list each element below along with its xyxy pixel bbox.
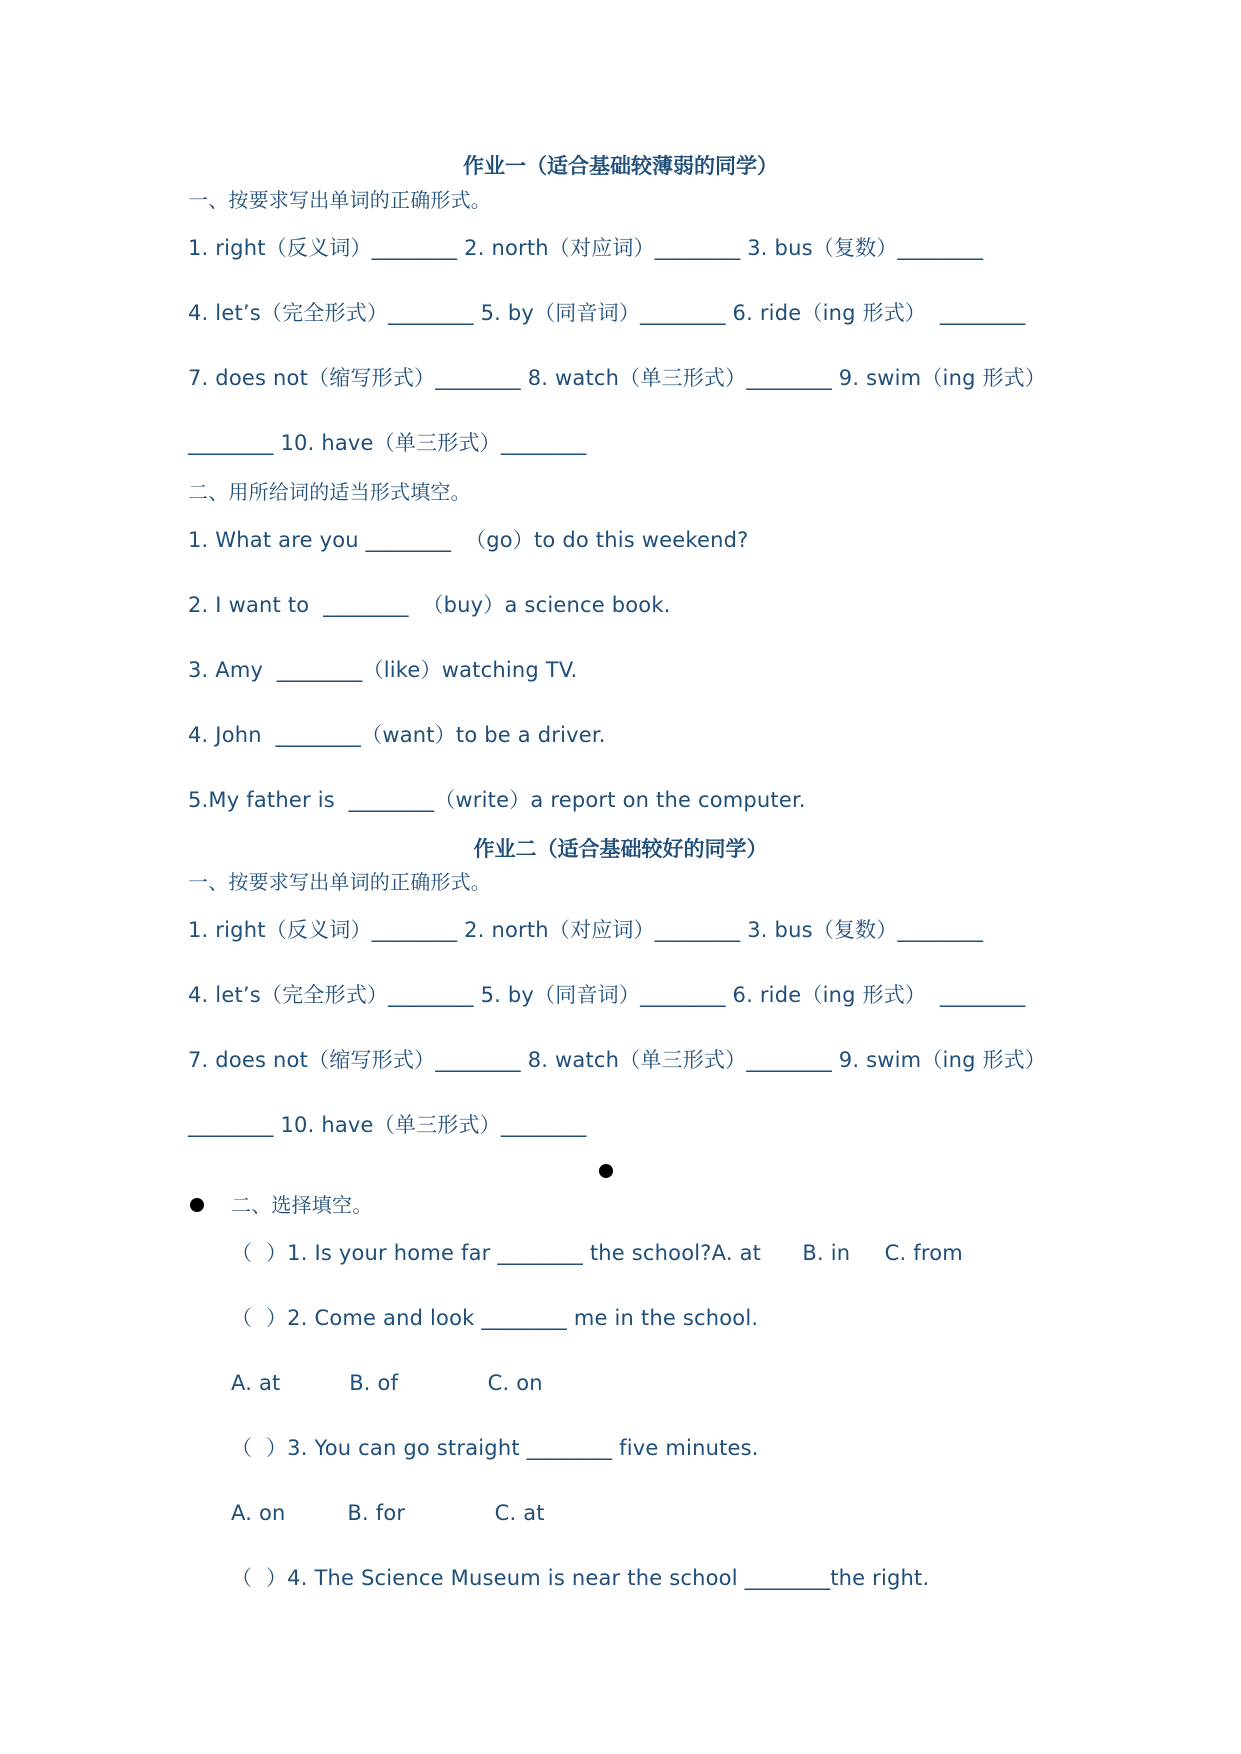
- hw1-s1-line: 7. does not（缩写形式）________ 8. watch（单三形式）________ 9. swim（ing 形式）: [188, 366, 1047, 390]
- hw1-s2-line: 1. What are you ________ （go）to do this weekend?: [188, 528, 749, 552]
- hw1-s2-line: 4. John ________（want）to be a driver.: [188, 723, 606, 747]
- hw2-s2-line: （ ）1. Is your home far ________ the school?A. at B. in C. from: [231, 1241, 963, 1265]
- hw1-s2-line: 2. I want to ________ （buy）a science book.: [188, 593, 671, 617]
- hw1-section1-heading: 一、按要求写出单词的正确形式。: [188, 188, 491, 212]
- hw1-s1-line: 4. let’s（完全形式）________ 5. by（同音词）________ 6. ride（ing 形式） ________: [188, 301, 1026, 325]
- hw2-s2-line: （ ）4. The Science Museum is near the school ________the right.: [231, 1566, 930, 1590]
- hw2-s1-line: 1. right（反义词）________ 2. north（对应词）________ 3. bus（复数）________: [188, 918, 984, 942]
- hw2-s2-options: A. on B. for C. at: [231, 1501, 545, 1525]
- hw2-s1-line: 7. does not（缩写形式）________ 8. watch（单三形式）________ 9. swim（ing 形式）: [188, 1048, 1047, 1072]
- hw1-s2-line: 5.My father is ________（write）a report on the computer.: [188, 788, 806, 812]
- list-bullet-icon: [190, 1198, 204, 1212]
- hw1-s1-line: 1. right（反义词）________ 2. north（对应词）________ 3. bus（复数）________: [188, 236, 984, 260]
- hw2-s1-line: 4. let’s（完全形式）________ 5. by（同音词）________ 6. ride（ing 形式） ________: [188, 983, 1026, 1007]
- hw1-title: 作业一（适合基础较薄弱的同学）: [463, 154, 778, 178]
- hw2-section2-heading: 二、选择填空。: [231, 1193, 373, 1217]
- hw2-s2-line: （ ）3. You can go straight ________ five minutes.: [231, 1436, 759, 1460]
- hw2-s2-options: A. at B. of C. on: [231, 1371, 543, 1395]
- hw2-s2-line: （ ）2. Come and look ________ me in the school.: [231, 1306, 759, 1330]
- hw1-section2-heading: 二、用所给词的适当形式填空。: [188, 480, 471, 504]
- hw1-s1-line: ________ 10. have（单三形式）________: [188, 431, 587, 455]
- bullet-dot-icon: [599, 1164, 613, 1178]
- hw1-s2-line: 3. Amy ________（like）watching TV.: [188, 658, 578, 682]
- hw2-section1-heading: 一、按要求写出单词的正确形式。: [188, 870, 491, 894]
- hw2-title: 作业二（适合基础较好的同学）: [473, 837, 768, 861]
- hw2-s1-line: ________ 10. have（单三形式）________: [188, 1113, 587, 1137]
